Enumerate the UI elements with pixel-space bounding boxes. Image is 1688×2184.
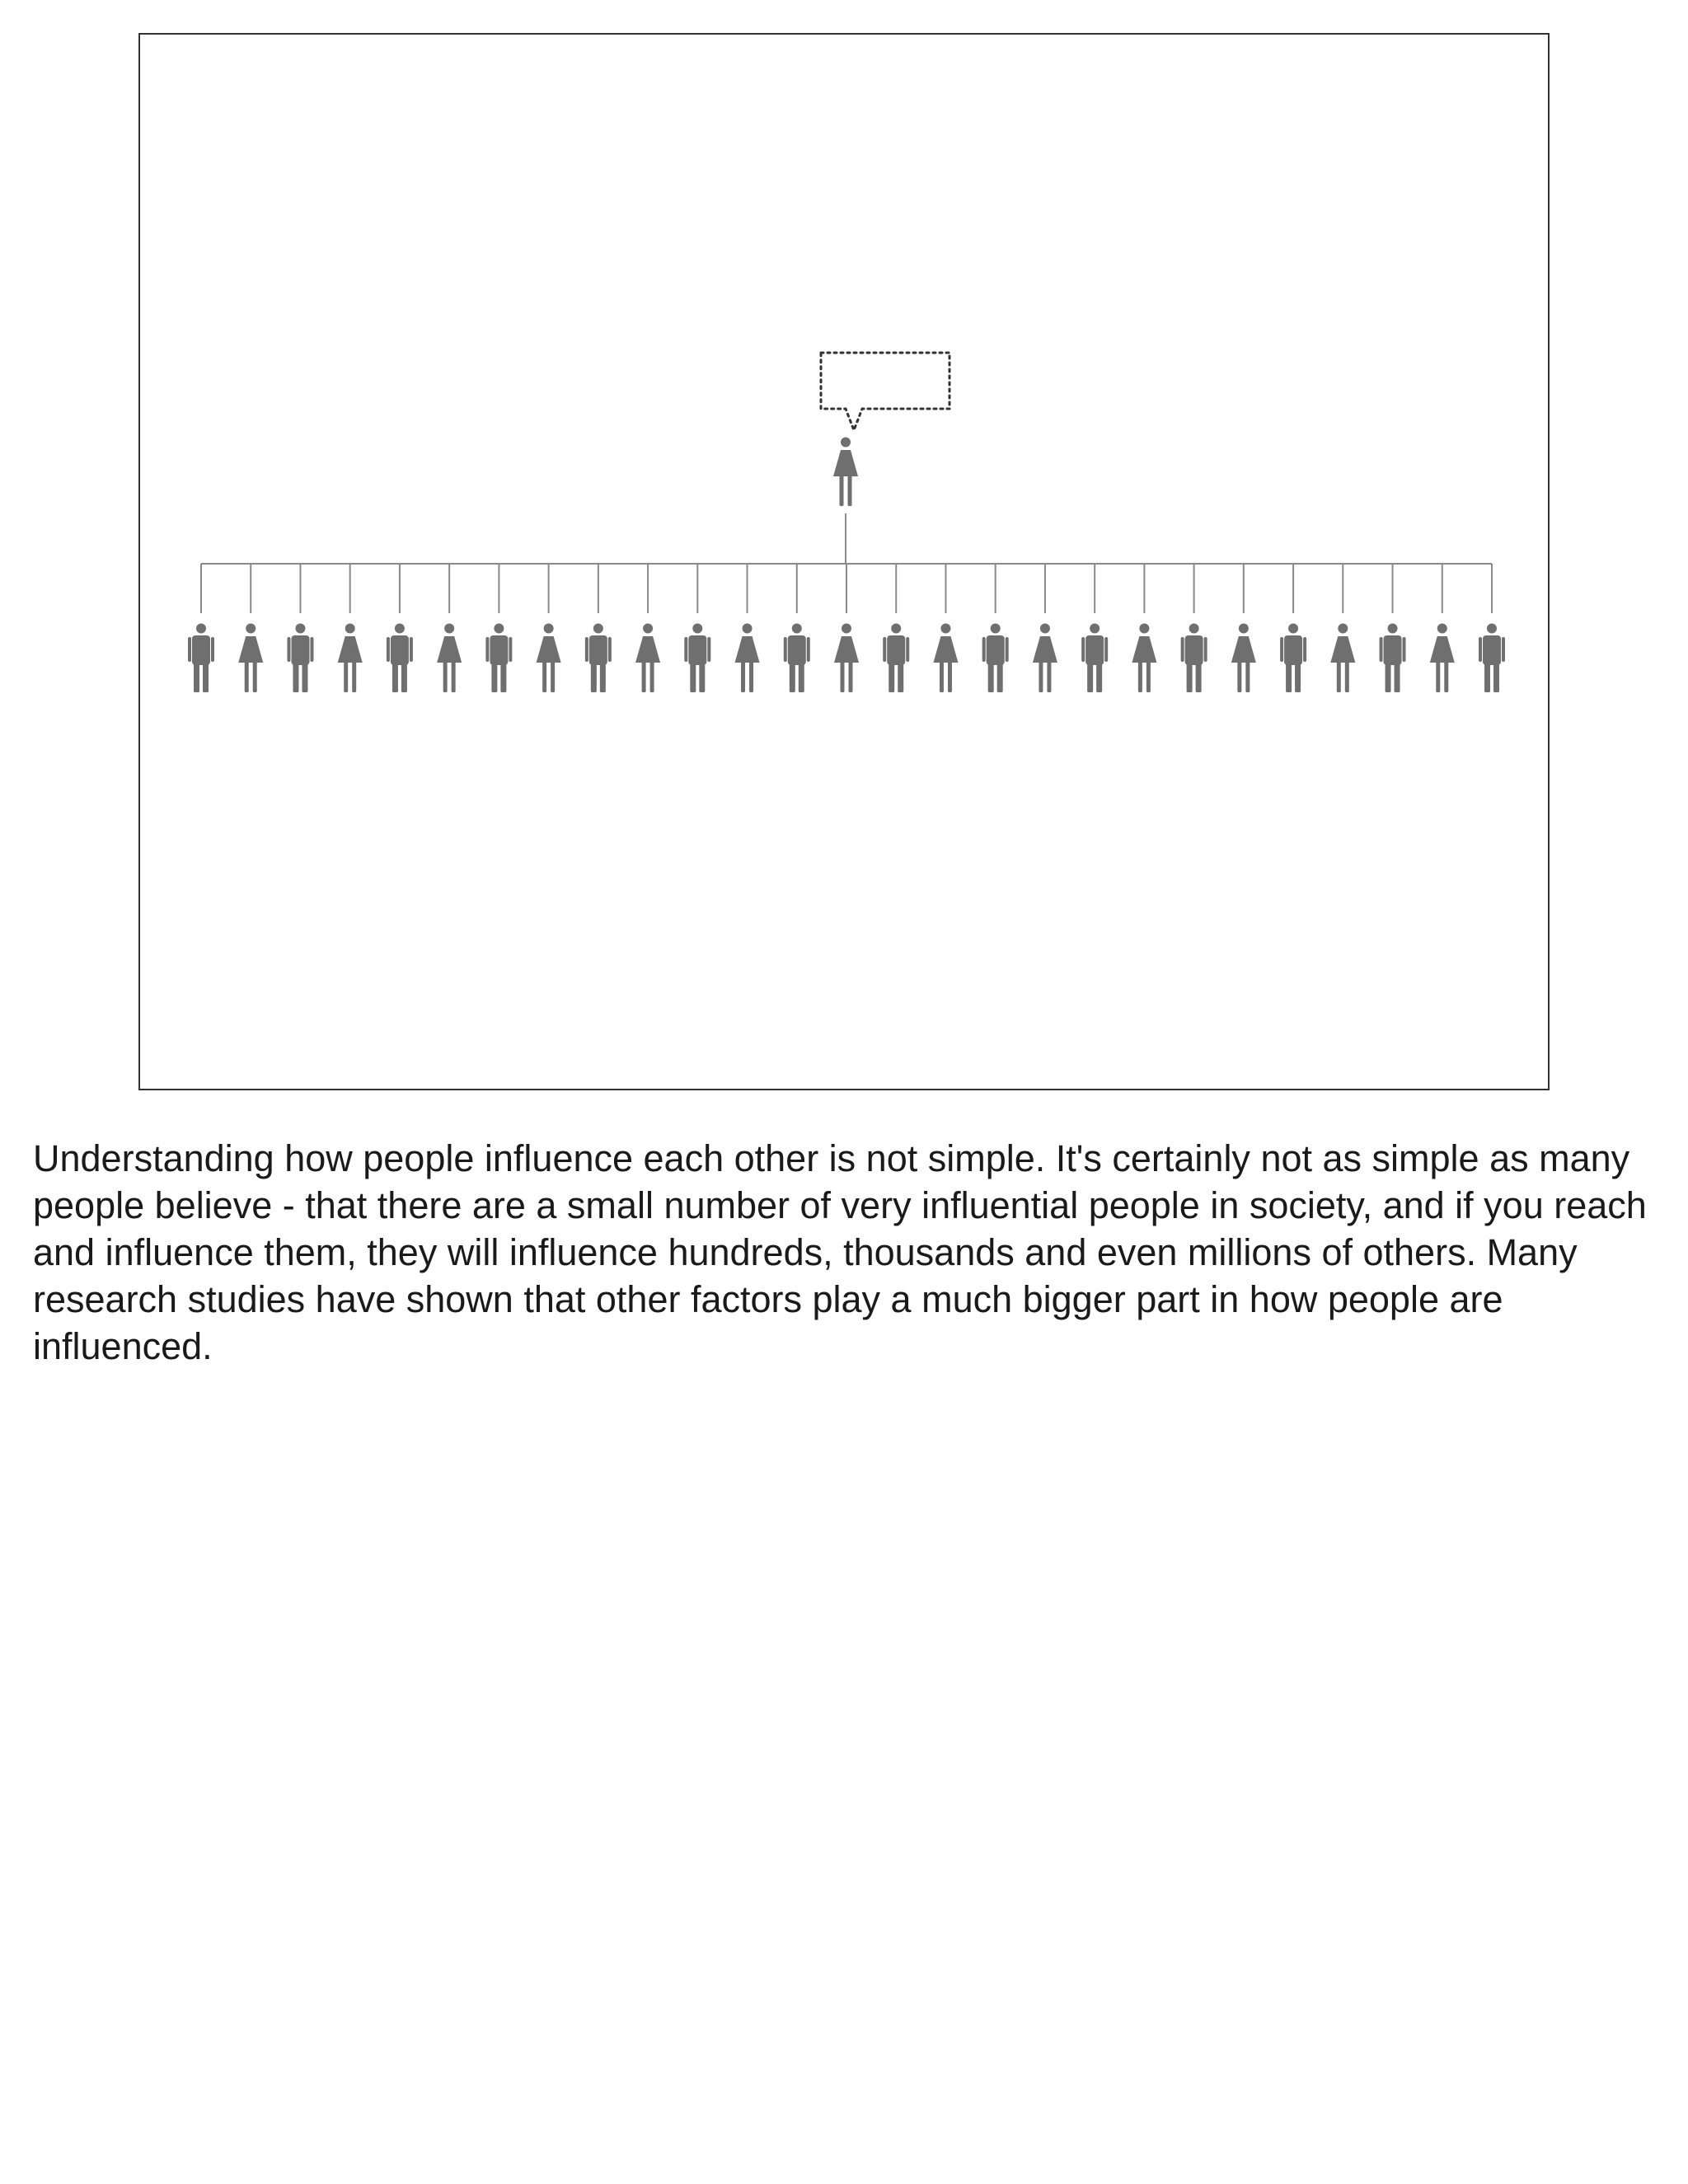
woman-icon <box>338 624 363 693</box>
man-icon <box>1380 624 1406 693</box>
man-icon <box>784 624 810 693</box>
woman-icon <box>537 624 561 693</box>
man-icon <box>188 624 214 693</box>
man-icon <box>485 624 512 693</box>
man-icon <box>585 624 612 693</box>
woman-icon <box>1033 624 1057 693</box>
connector-lines <box>201 513 1492 613</box>
man-icon <box>287 624 313 693</box>
woman-icon <box>635 624 660 693</box>
woman-icon <box>437 624 462 693</box>
speech-bubble-outline <box>821 353 950 430</box>
man-icon <box>1081 624 1108 693</box>
slide-frame <box>138 33 1550 1090</box>
man-icon <box>1280 624 1306 693</box>
woman-icon <box>1132 624 1156 693</box>
man-icon <box>1181 624 1207 693</box>
woman-icon <box>1231 624 1256 693</box>
woman-icon <box>833 438 858 507</box>
man-icon <box>387 624 413 693</box>
audience-row <box>188 624 1505 693</box>
influencer-figure <box>833 438 858 507</box>
man-icon <box>1479 624 1505 693</box>
man-icon <box>883 624 909 693</box>
man-icon <box>684 624 710 693</box>
woman-icon <box>1330 624 1355 693</box>
woman-icon <box>238 624 263 693</box>
notes-paragraph: Understanding how people influence each other is not simple. It's certainly not as simple as many people believe - that there are a small number of very influential people in society, and if you reach and influence them, they will influence hundreds, thousands and even millions of others. Many research studies have shown that other factors play a much bigger part in how people are influenced. <box>33 1137 1647 1367</box>
woman-icon <box>933 624 958 693</box>
woman-icon <box>1430 624 1455 693</box>
influence-diagram <box>140 35 1551 1092</box>
man-icon <box>982 624 1009 693</box>
speech-bubble <box>821 353 950 430</box>
woman-icon <box>735 624 760 693</box>
woman-icon <box>834 624 859 693</box>
